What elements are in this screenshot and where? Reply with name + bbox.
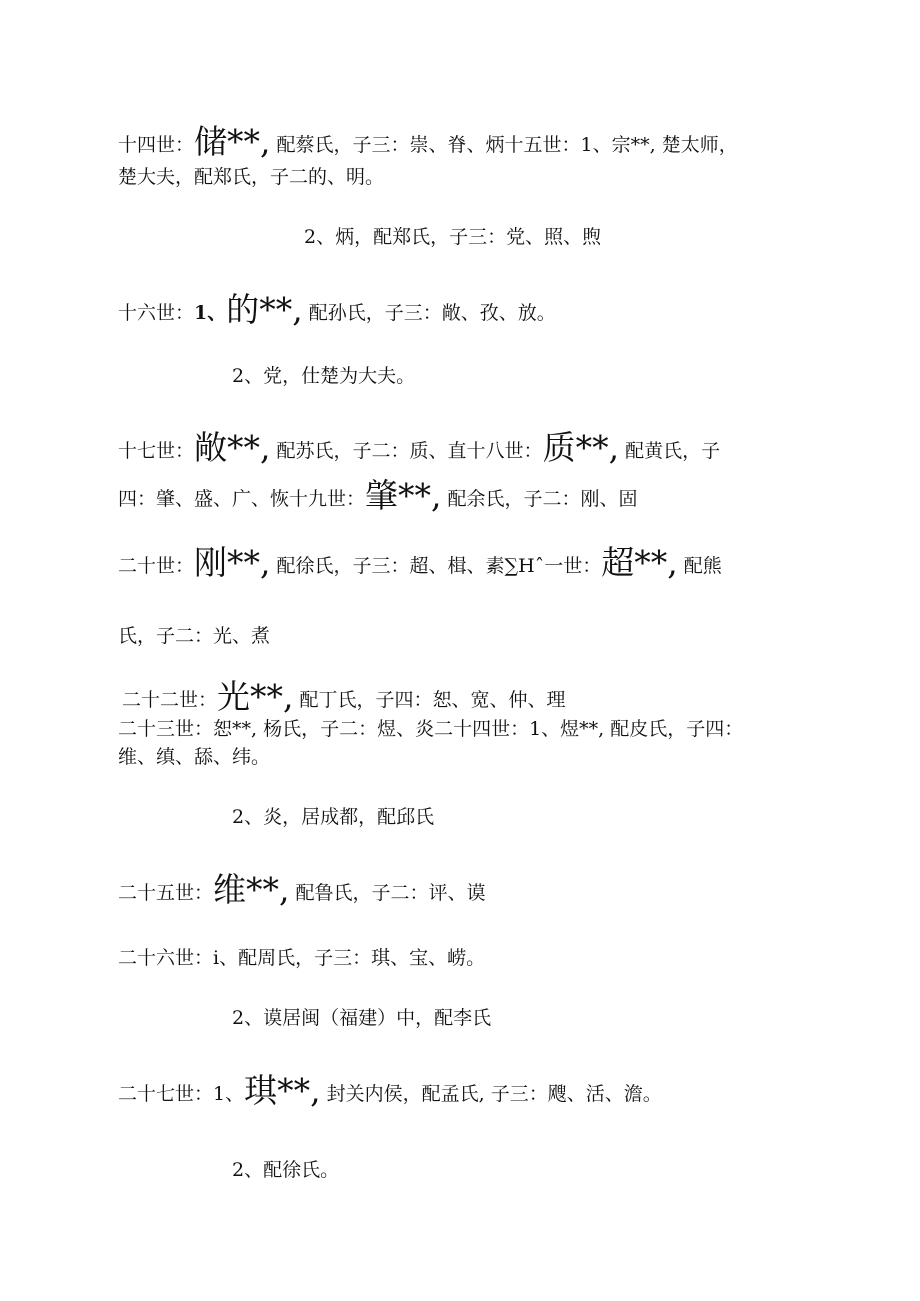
line-text: 二十六世：i、配周氏，子三：琪、宝、崂。 — [118, 947, 486, 969]
genealogy-line-23rd-24th-gen — [118, 715, 820, 743]
ancestor-name: 光**, — [217, 677, 294, 716]
generation-label: 二十五世： — [118, 882, 214, 904]
genealogy-line-15th-gen-cont — [118, 163, 820, 191]
ancestor-name: 肇**, — [365, 476, 442, 515]
generation-label: 二十世： — [118, 555, 195, 577]
ancestor-name: 刚**, — [194, 543, 271, 582]
line-text: 配蔡氏，子三：崇、脊、炳十五世：1、宗**, 楚太师， — [270, 134, 738, 156]
genealogy-line-20th-21st-gen — [118, 543, 820, 582]
generation-label: 十七世： — [118, 440, 195, 462]
line-text: 配徐氏，子三：超、楫、素∑Hˆ一世： — [270, 555, 602, 577]
line-text: 配孙氏，子三：敞、孜、放。 — [302, 302, 556, 324]
line-text: 二十三世：恕**, 杨氏，子二：煜、炎二十四世：1、煜**, 配皮氏，子四： — [118, 718, 744, 740]
genealogy-line-16th-gen-2 — [232, 362, 820, 390]
genealogy-line-27th-gen — [118, 1071, 820, 1110]
genealogy-line-26th-gen-2 — [232, 1004, 820, 1032]
line-text: 2、党，仕楚为大夫。 — [232, 365, 416, 387]
genealogy-line-14th-gen — [118, 122, 820, 161]
line-text: 配黄氏，子 — [619, 440, 721, 462]
line-text: 配鲁氏，子二：评、谟 — [289, 882, 486, 904]
genealogy-line-27th-gen-2 — [232, 1156, 820, 1184]
genealogy-line-19th-gen — [118, 476, 820, 515]
line-text: 2、炳，配郑氏，子三：党、照、煦 — [304, 226, 602, 248]
ancestor-name: 超**, — [601, 543, 678, 582]
line-text: 封关内侯，配孟氏, 子三：飕、活、澹。 — [320, 1083, 662, 1105]
ancestor-name: 的**, — [226, 290, 303, 329]
ancestor-name: 敞**, — [194, 428, 271, 467]
line-text: 氏，子二：光、煮 — [118, 625, 271, 647]
genealogy-line-16th-gen — [118, 290, 820, 329]
line-text: 维、缜、舔、纬。 — [118, 746, 271, 768]
ancestor-name: 储**, — [194, 122, 271, 161]
line-text: 楚大夫，配郑氏，子二的、明。 — [118, 166, 385, 188]
genealogy-line-15th-gen-2 — [304, 223, 820, 251]
branch-number: 1、 — [194, 302, 227, 324]
ancestor-name: 琪**, — [244, 1071, 321, 1110]
line-text: 配余氏，子二：刚、固 — [441, 488, 638, 510]
generation-label: 二十七世：1、 — [118, 1083, 245, 1105]
genealogy-line-25th-gen — [118, 870, 820, 909]
genealogy-line-24th-gen-cont — [118, 743, 820, 771]
genealogy-line-17th-18th-gen — [118, 428, 820, 467]
genealogy-line-26th-gen — [118, 944, 820, 972]
line-text: 2、谟居闽（福建）中，配李氏 — [232, 1007, 492, 1029]
line-text: 配熊 — [677, 555, 722, 577]
ancestor-name: 维**, — [213, 870, 290, 909]
line-text: 2、炎，居成都，配邱氏 — [232, 806, 435, 828]
generation-label: 二十二世： — [122, 689, 218, 711]
line-text: 2、配徐氏。 — [232, 1159, 340, 1181]
line-text: 四：肇、盛、广、恢十九世： — [118, 488, 366, 510]
genealogy-line-22nd-gen — [122, 677, 820, 716]
ancestor-name: 质**, — [542, 428, 620, 467]
genealogy-line-24th-gen-2 — [232, 803, 820, 831]
generation-label: 十六世： — [118, 302, 195, 324]
genealogy-line-21st-gen-cont — [118, 622, 820, 650]
generation-label: 十四世： — [118, 134, 195, 156]
line-text: 配苏氏，子二：质、直十八世： — [270, 440, 543, 462]
line-text: 配丁氏，子四：恕、宽、仲、理 — [293, 689, 566, 711]
